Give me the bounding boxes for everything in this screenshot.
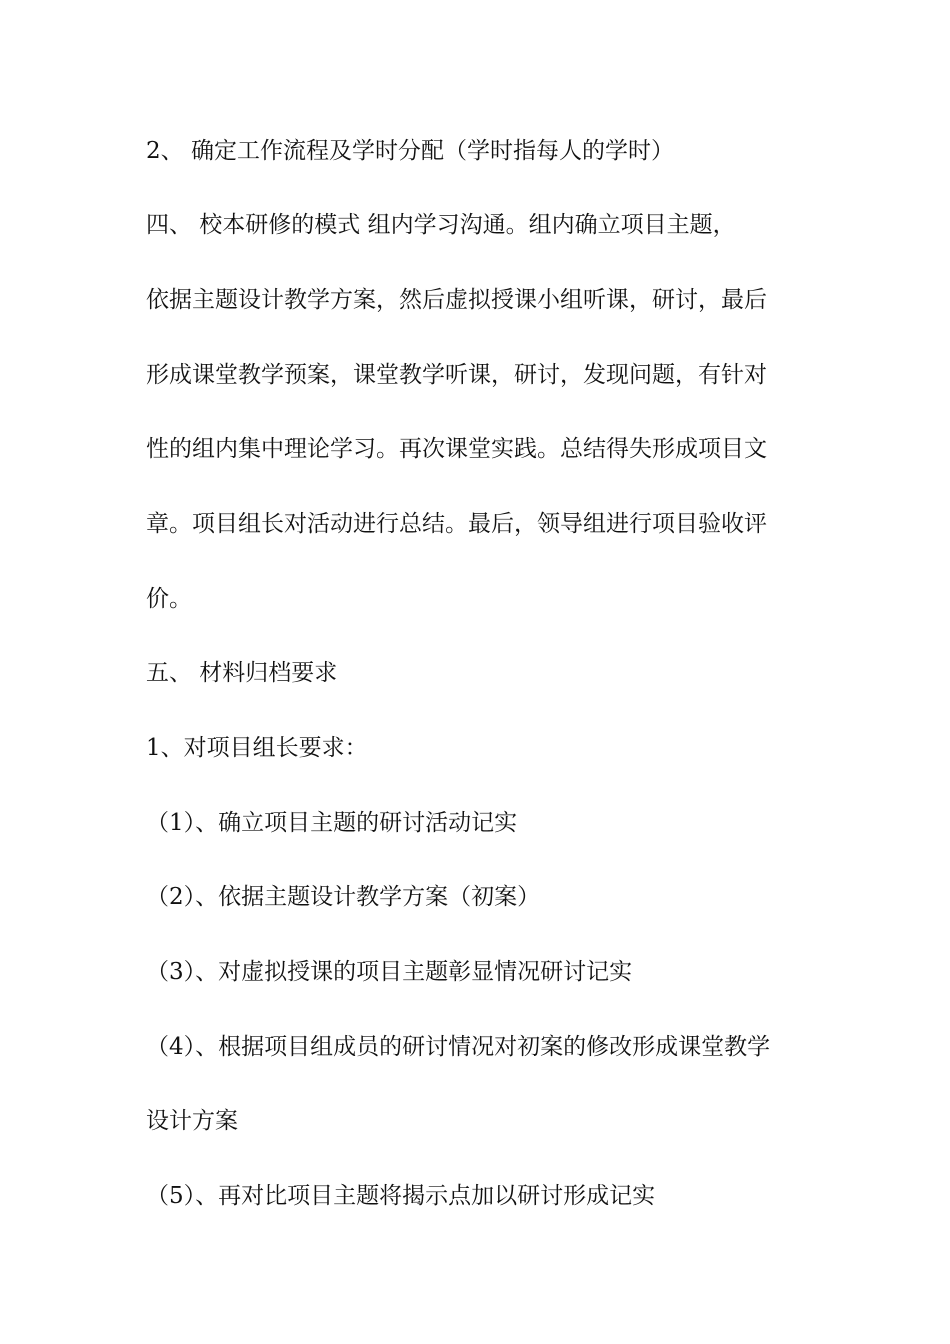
section-5-heading: 五、 材料归档要求: [146, 660, 338, 686]
list-item: （1）、确立项目主题的研讨活动记实: [146, 810, 518, 836]
list-item-continuation: 设计方案: [146, 1108, 238, 1134]
step-2-heading: 2、 确定工作流程及学时分配（学时指每人的学时）: [146, 138, 674, 164]
subsection-1-heading: 1、对项目组长要求：: [146, 735, 368, 761]
paragraph-line: 依据主题设计教学方案，然后虚拟授课小组听课，研讨，最后: [146, 287, 767, 313]
list-item: （3）、对虚拟授课的项目主题彰显情况研讨记实: [146, 959, 633, 985]
paragraph-line: 性的组内集中理论学习。再次课堂实践。总结得失形成项目文: [146, 436, 767, 462]
list-item: （4）、根据项目组成员的研讨情况对初案的修改形成课堂教学: [146, 1034, 771, 1060]
paragraph-line: 章。项目组长对活动进行总结。最后，领导组进行项目验收评: [146, 511, 767, 537]
section-4-heading-paragraph: 四、 校本研修的模式 组内学习沟通。组内确立项目主题，: [146, 212, 736, 238]
list-item: （5）、再对比项目主题将揭示点加以研讨形成记实: [146, 1183, 656, 1209]
paragraph-line: 形成课堂教学预案，课堂教学听课，研讨，发现问题，有针对: [146, 362, 767, 388]
paragraph-line: 价。: [146, 586, 192, 612]
list-item: （2）、依据主题设计教学方案（初案）: [146, 884, 541, 910]
